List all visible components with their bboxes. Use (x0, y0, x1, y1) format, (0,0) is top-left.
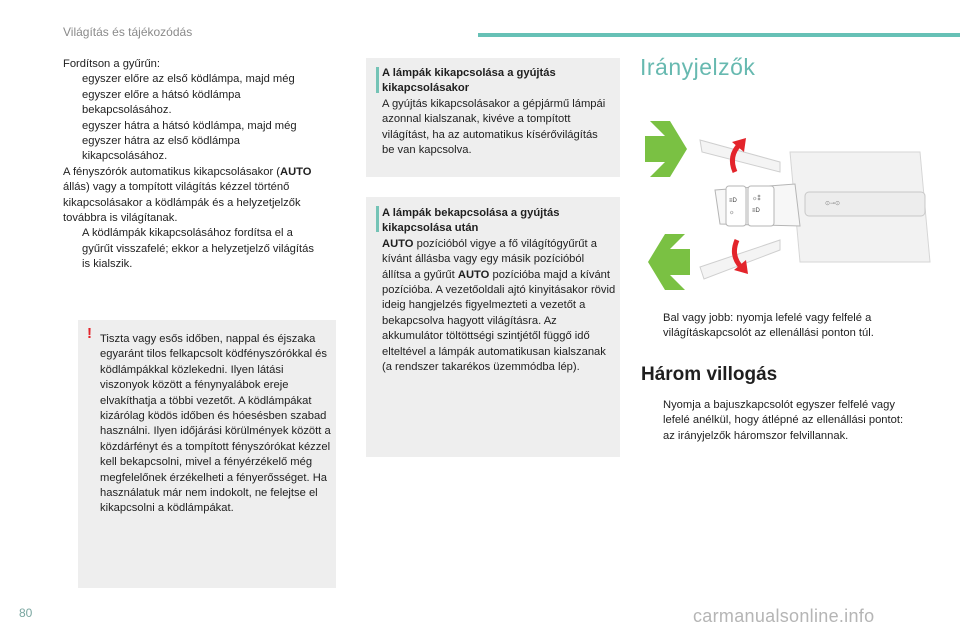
left-column (63, 57, 325, 273)
info-box-text: A gyújtás kikapcsolásakor a gépjármű lámpái azonnal kialszanak, kivéve a tompított világítást, ha az automatikus kísérővilágítás be van kapcsolva. (382, 97, 606, 157)
bullet-text: Bal vagy jobb: nyomja lefelé vagy felfelé a világításkapcsolót az ellenállási ponton túl. (663, 312, 874, 340)
section-heading-three-flashes: Három villogás (641, 364, 778, 385)
auto-label: AUTO (280, 165, 312, 178)
info-box-ignition-off (366, 58, 620, 177)
right-bullet-2 (644, 398, 904, 444)
watermark: carmanualsonline.info (693, 606, 875, 626)
right-bullet-1 (644, 311, 894, 342)
bullet-text: A ködlámpák kikapcsolásához fordítsa el a gyűrűt visszafelé; ekkor a helyzetjelző világítás is kialszik. (82, 227, 314, 271)
info-marker (376, 206, 379, 232)
info-box-title: A lámpák bekapcsolása a gyújtás kikapcsolása után (382, 207, 560, 235)
warning-text: Tiszta vagy esős időben, nappal és éjszaka egyaránt tilos felkapcsolt ködfényszórókkal és ködlámpákkal közlekedni. Ilyen látási viszonyok között a fénynyalábok ereje elvakíthatja a többi vezetőt. A ködlámpákat kizárólag ködös időben és hóesésben szabad használni. Ilyen időjárási körülmények között a közdárfényt és a tompított fényszórókat kézzel kell bekapcsolni, mivel a fényérzékelő még megfelelőnek érzékelheti a fényerősséget. Ha használatuk már nem indokolt, ne felejtse el kikapcsolni a ködlámpákat. (100, 333, 331, 515)
fog-lamp-paragraph (63, 165, 325, 227)
para-text: A fényszórók automatikus kikapcsolásakor ( (63, 165, 281, 178)
header-accent-bar (478, 33, 960, 37)
info-box-title: A lámpák kikapcsolása a gyújtás kikapcsolásakor (382, 67, 556, 95)
header-title: Világítás és tájékozódás (63, 25, 193, 39)
svg-text:≡D: ≡D (729, 198, 737, 204)
svg-text:⊙⊸⊙: ⊙⊸⊙ (825, 201, 841, 207)
auto-label: AUTO (382, 237, 414, 250)
info-marker (376, 67, 379, 93)
warning-icon: ! (87, 325, 92, 342)
warning-box (78, 320, 336, 588)
bullet-text: egyszer előre az első ködlámpa, majd még egyszer előre a hátsó ködlámpa bekapcsolásához. (82, 73, 295, 117)
page-number: 80 (19, 606, 33, 620)
info-box-lights-on (366, 197, 620, 457)
right-arrow-icon (645, 121, 687, 177)
info-box-content (382, 66, 612, 158)
info-box-content (382, 206, 616, 375)
bullet-text: egyszer hátra a hátsó ködlámpa, majd még egyszer hátra az első ködlámpa kikapcsolásához. (82, 119, 297, 163)
left-arrow-icon (648, 234, 690, 290)
info-box-text: pozícióból vigye a fő világítógyűrűt a kívánt állásba vagy egy másik pozícióból állítsa a gyűrűt (382, 237, 597, 281)
intro-text: Fordítson a gyűrűn: (63, 58, 161, 70)
list-item (63, 72, 325, 118)
bullet-text: Nyomja a bajuszkapcsolót egyszer felfelé vagy lefelé anélkül, hogy átlépné az ellenállási pontot: az irányjelzők háromszor felvillannak. (663, 399, 904, 442)
turn-signal-stalk-illustration (640, 112, 940, 297)
list-item (644, 311, 894, 342)
list-item (63, 119, 325, 165)
section-heading-turn-signals: Irányjelzők (640, 54, 756, 80)
svg-text:≡D: ≡D (752, 208, 760, 214)
info-box-text: pozícióba majd a kívánt pozícióba. A vezetőoldali ajtó kinyitásakor rövid ideig hangjelzés figyelmezteti a vezetőt a bekapcsolva hagyott világításra. Az akkumulátor töltöttségi szintjétől függő idő elteltével a lámpák automatikusan kialszanak (a rendszer takarékos üzemmódba lép). (382, 268, 616, 374)
svg-text:☼: ☼ (729, 210, 735, 216)
para-text: állás) vagy a tompított világítás kézzel történő kikapcsolásakor a ködlámpák és a helyzetjelzők továbbra is világítanak. (63, 181, 301, 225)
auto-label: AUTO (457, 268, 490, 281)
list-item (63, 226, 325, 272)
svg-text:☼⁑: ☼⁑ (752, 196, 761, 202)
list-item (644, 398, 904, 444)
